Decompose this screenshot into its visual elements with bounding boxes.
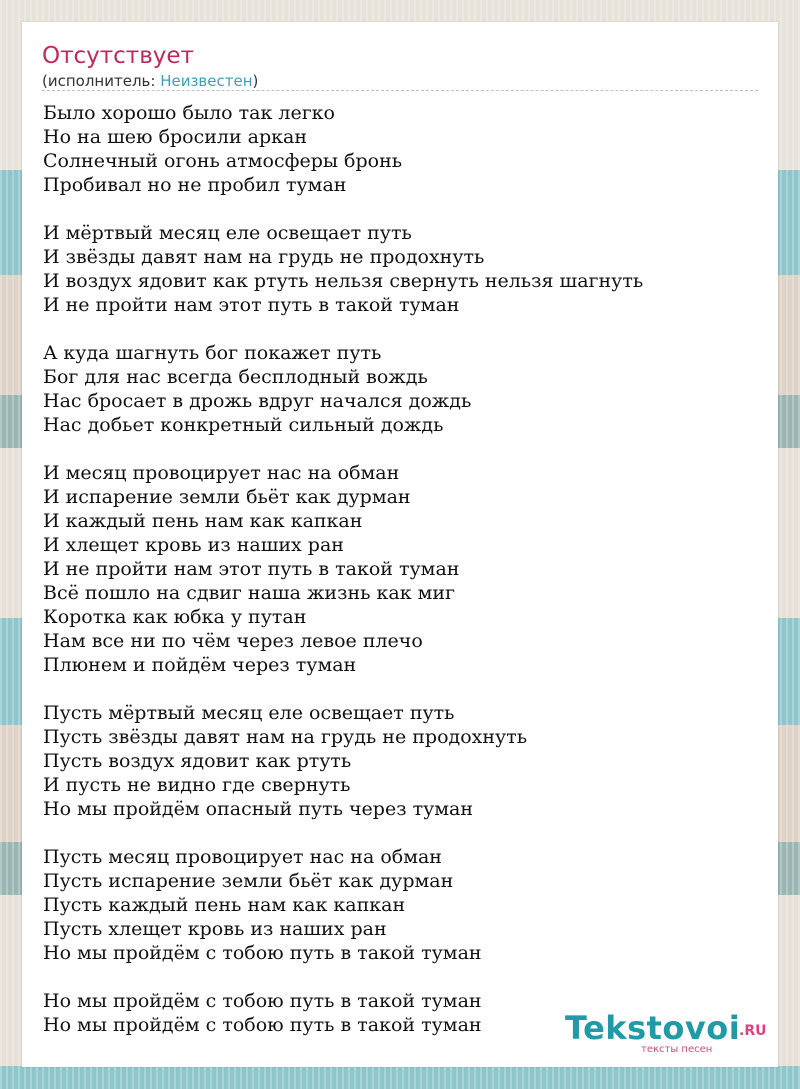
lyric-line: Бог для нас всегда бесплодный вождь [43,366,428,388]
lyric-line: Пусть хлещет кровь из наших ран [43,918,387,940]
lyrics-stanza [43,701,743,821]
lyric-line: Было хорошо было так легко [43,102,335,124]
lyrics-stanza [43,221,743,317]
lyric-line: И звёзды давят нам на грудь не продохнуть [43,246,485,268]
lyric-line: Пусть каждый пень нам как капкан [43,894,406,916]
logo-name: Tekstovoi [565,1009,741,1047]
lyric-line: И хлещет кровь из наших ран [43,534,344,556]
lyric-line: Плюнем и пойдём через туман [43,654,357,676]
lyrics-stanza [43,845,743,965]
lyrics-text [43,101,743,1061]
lyrics-stanza [43,341,743,437]
lyric-line: Но мы пройдём опасный путь через туман [43,798,474,820]
lyric-line: И месяц провоцирует нас на обман [43,462,400,484]
lyric-line: И не пройти нам этот путь в такой туман [43,294,460,316]
lyric-line: Нам все ни по чём через левое плечо [43,630,423,652]
lyric-line: И испарение земли бьёт как дурман [43,486,411,508]
lyric-line: Пробивал но не пробил туман [43,174,347,196]
lyric-line: Но на шею бросили аркан [43,126,308,148]
logo-tld: .RU [739,1023,767,1039]
lyrics-card [22,22,778,1067]
artist-suffix: ) [252,72,259,90]
lyric-line: Пусть звёзды давят нам на грудь не продохнуть [43,726,528,748]
lyric-line: А куда шагнуть бог покажет путь [43,342,382,364]
lyric-line: И каждый пень нам как капкан [43,510,363,532]
lyric-line: Пусть месяц провоцирует нас на обман [43,846,442,868]
logo-tagline: тексты песен [641,1044,713,1055]
lyric-line: Нас бросает в дрожь вдруг начался дождь [43,390,472,412]
lyric-line: Пусть мёртвый месяц еле освещает путь [43,702,455,724]
artist-line [42,71,258,91]
lyric-line: Коротка как юбка у путан [43,606,307,628]
lyric-line: Но мы пройдём с тобою путь в такой туман [43,1014,482,1036]
artist-prefix: (исполнитель: [42,72,161,90]
lyric-line: Но мы пройдём с тобою путь в такой туман [43,942,482,964]
title-divider [42,90,758,91]
song-title: Отсутствует [42,43,194,69]
lyric-line: И не пройти нам этот путь в такой туман [43,558,460,580]
artist-link[interactable]: Неизвестен [160,72,253,90]
lyric-line: Пусть испарение земли бьёт как дурман [43,870,454,892]
lyric-line: И мёртвый месяц еле освещает путь [43,222,412,244]
lyrics-stanza [43,461,743,677]
lyric-line: И воздух ядовит как ртуть нельзя свернуть нельзя шагнуть [43,270,644,292]
tekstovoi-logo[interactable] [565,1011,770,1057]
lyric-line: Но мы пройдём с тобою путь в такой туман [43,990,482,1012]
lyric-line: Нас добьет конкретный сильный дождь [43,414,444,436]
lyric-line: Солнечный огонь атмосферы бронь [43,150,403,172]
lyric-line: И пусть не видно где свернуть [43,774,351,796]
lyrics-stanza [43,101,743,197]
lyric-line: Пусть воздух ядовит как ртуть [43,750,352,772]
lyric-line: Всё пошло на сдвиг наша жизнь как миг [43,582,456,604]
